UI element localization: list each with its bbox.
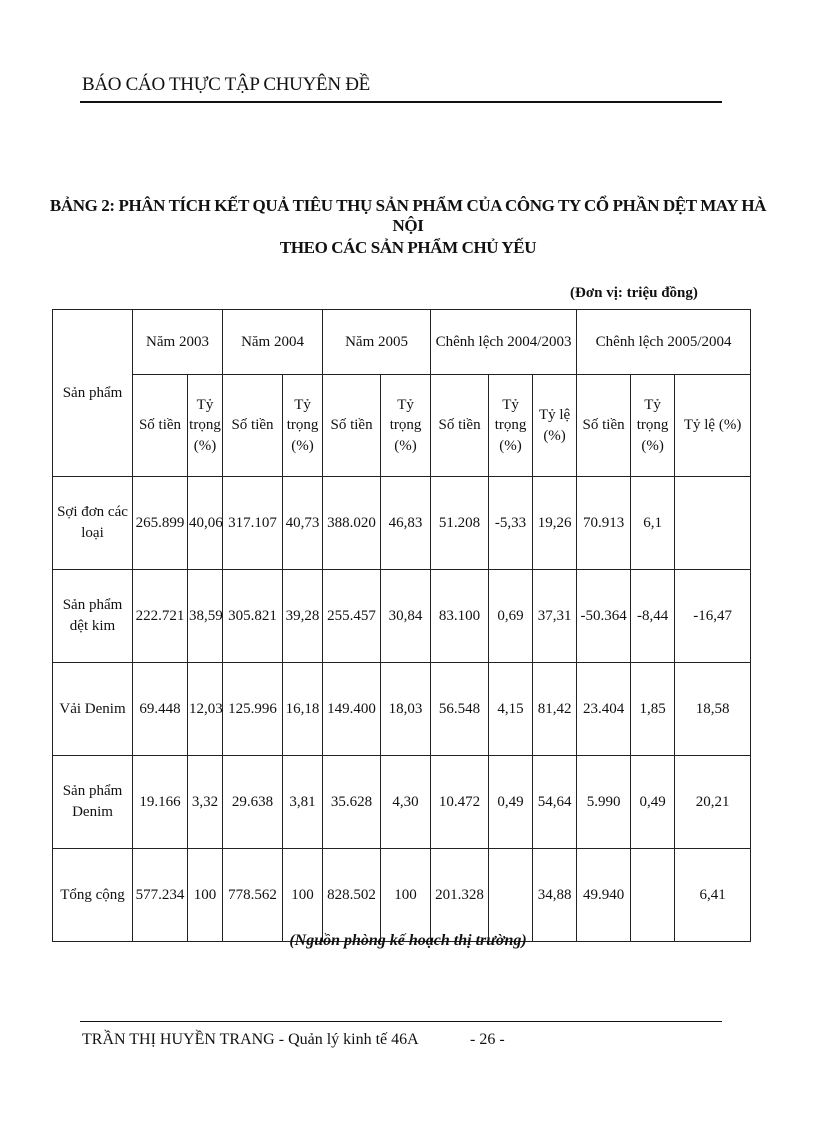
table-cell: 19.166: [133, 756, 188, 849]
product-header: Sản phẩm: [53, 310, 133, 477]
table-title-line-1: BẢNG 2: PHÂN TÍCH KẾT QUẢ TIÊU THỤ SẢN PHẨM CỦA CÔNG TY CỔ PHẦN DỆT MAY HÀ NỘI: [49, 196, 767, 235]
product-name-cell: Tổng cộng: [53, 849, 133, 942]
table-cell: 4,15: [489, 663, 533, 756]
table-cell: 100: [283, 849, 323, 942]
table-cell: 255.457: [323, 570, 381, 663]
group-header: Chênh lệch 2005/2004: [577, 310, 751, 375]
table-cell: 149.400: [323, 663, 381, 756]
table-cell: 0,49: [489, 756, 533, 849]
table-row: [53, 570, 751, 663]
sub-header-rate: Tỷ lệ (%): [675, 375, 751, 477]
sub-header-amount: Số tiền: [223, 375, 283, 477]
table-cell: 3,81: [283, 756, 323, 849]
table-cell: 0,49: [631, 756, 675, 849]
table-row: [53, 663, 751, 756]
table-cell: 39,28: [283, 570, 323, 663]
table-cell: 18,03: [381, 663, 431, 756]
table-cell: 56.548: [431, 663, 489, 756]
table-title-line-2: THEO CÁC SẢN PHẨM CHỦ YẾU: [279, 238, 537, 257]
group-header: Năm 2003: [133, 310, 223, 375]
table-row: [53, 477, 751, 570]
sales-analysis-table: [52, 309, 751, 942]
table-cell: 222.721: [133, 570, 188, 663]
table-cell: 577.234: [133, 849, 188, 942]
table-cell: [675, 477, 751, 570]
table-cell: 5.990: [577, 756, 631, 849]
table-cell: 0,69: [489, 570, 533, 663]
sub-header-share: Tỷ trọng (%): [188, 375, 223, 477]
table-cell: 305.821: [223, 570, 283, 663]
table-cell: 38,59: [188, 570, 223, 663]
table-cell: [489, 849, 533, 942]
table-cell: 35.628: [323, 756, 381, 849]
table-cell: 3,32: [188, 756, 223, 849]
table-cell: 4,30: [381, 756, 431, 849]
group-header: Năm 2004: [223, 310, 323, 375]
group-header-row: [53, 310, 751, 375]
table-cell: 83.100: [431, 570, 489, 663]
product-name-cell: Vải Denim: [53, 663, 133, 756]
sub-header-rate: Tỷ lệ (%): [533, 375, 577, 477]
table-cell: 51.208: [431, 477, 489, 570]
table-cell: 54,64: [533, 756, 577, 849]
table-cell: 778.562: [223, 849, 283, 942]
table-cell: 16,18: [283, 663, 323, 756]
product-name-cell: Sản phẩm Denim: [53, 756, 133, 849]
table-cell: 317.107: [223, 477, 283, 570]
unit-note: (Đơn vị: triệu đồng): [570, 285, 698, 301]
table-cell: -5,33: [489, 477, 533, 570]
table-cell: -8,44: [631, 570, 675, 663]
table-row: [53, 849, 751, 942]
sub-header-row: [53, 375, 751, 477]
table-cell: 30,84: [381, 570, 431, 663]
table-cell: 19,26: [533, 477, 577, 570]
table-cell: 100: [381, 849, 431, 942]
table-cell: 23.404: [577, 663, 631, 756]
table-cell: 12,03: [188, 663, 223, 756]
table-cell: 20,21: [675, 756, 751, 849]
footer-rule: [80, 1021, 722, 1022]
table-cell: 40,06: [188, 477, 223, 570]
table-cell: 69.448: [133, 663, 188, 756]
table-cell: 1,85: [631, 663, 675, 756]
footer-author: TRẦN THỊ HUYỀN TRANG - Quản lý kinh tế 46A: [82, 1031, 419, 1048]
table-body: [53, 477, 751, 942]
source-note: (Nguồn phòng kế hoạch thị trường): [289, 932, 527, 949]
table-cell: 29.638: [223, 756, 283, 849]
table-cell: 49.940: [577, 849, 631, 942]
sub-header-share: Tỷ trọng (%): [381, 375, 431, 477]
sub-header-amount: Số tiền: [323, 375, 381, 477]
table-cell: [631, 849, 675, 942]
product-name-cell: Sợi đơn các loại: [53, 477, 133, 570]
table-cell: 201.328: [431, 849, 489, 942]
table-cell: 828.502: [323, 849, 381, 942]
table-cell: -16,47: [675, 570, 751, 663]
table-cell: 18,58: [675, 663, 751, 756]
sub-header-share: Tỷ trọng (%): [631, 375, 675, 477]
table-cell: 6,41: [675, 849, 751, 942]
table-cell: 40,73: [283, 477, 323, 570]
table-cell: 125.996: [223, 663, 283, 756]
page-number: - 26 -: [470, 1031, 505, 1048]
product-name-cell: Sản phẩm dệt kim: [53, 570, 133, 663]
table-row: [53, 756, 751, 849]
table-cell: -50.364: [577, 570, 631, 663]
header-rule: [80, 101, 722, 103]
sub-header-amount: Số tiền: [577, 375, 631, 477]
sub-header-share: Tỷ trọng (%): [489, 375, 533, 477]
table-cell: 70.913: [577, 477, 631, 570]
sub-header-share: Tỷ trọng (%): [283, 375, 323, 477]
page-header: BÁO CÁO THỰC TẬP CHUYÊN ĐỀ: [82, 74, 370, 95]
sub-header-amount: Số tiền: [431, 375, 489, 477]
group-header: Năm 2005: [323, 310, 431, 375]
table-cell: 34,88: [533, 849, 577, 942]
table-cell: 100: [188, 849, 223, 942]
table-cell: 388.020: [323, 477, 381, 570]
table-cell: 81,42: [533, 663, 577, 756]
table-cell: 37,31: [533, 570, 577, 663]
table-cell: 10.472: [431, 756, 489, 849]
table-cell: 6,1: [631, 477, 675, 570]
group-header: Chênh lệch 2004/2003: [431, 310, 577, 375]
table-cell: 265.899: [133, 477, 188, 570]
table-cell: 46,83: [381, 477, 431, 570]
sub-header-amount: Số tiền: [133, 375, 188, 477]
